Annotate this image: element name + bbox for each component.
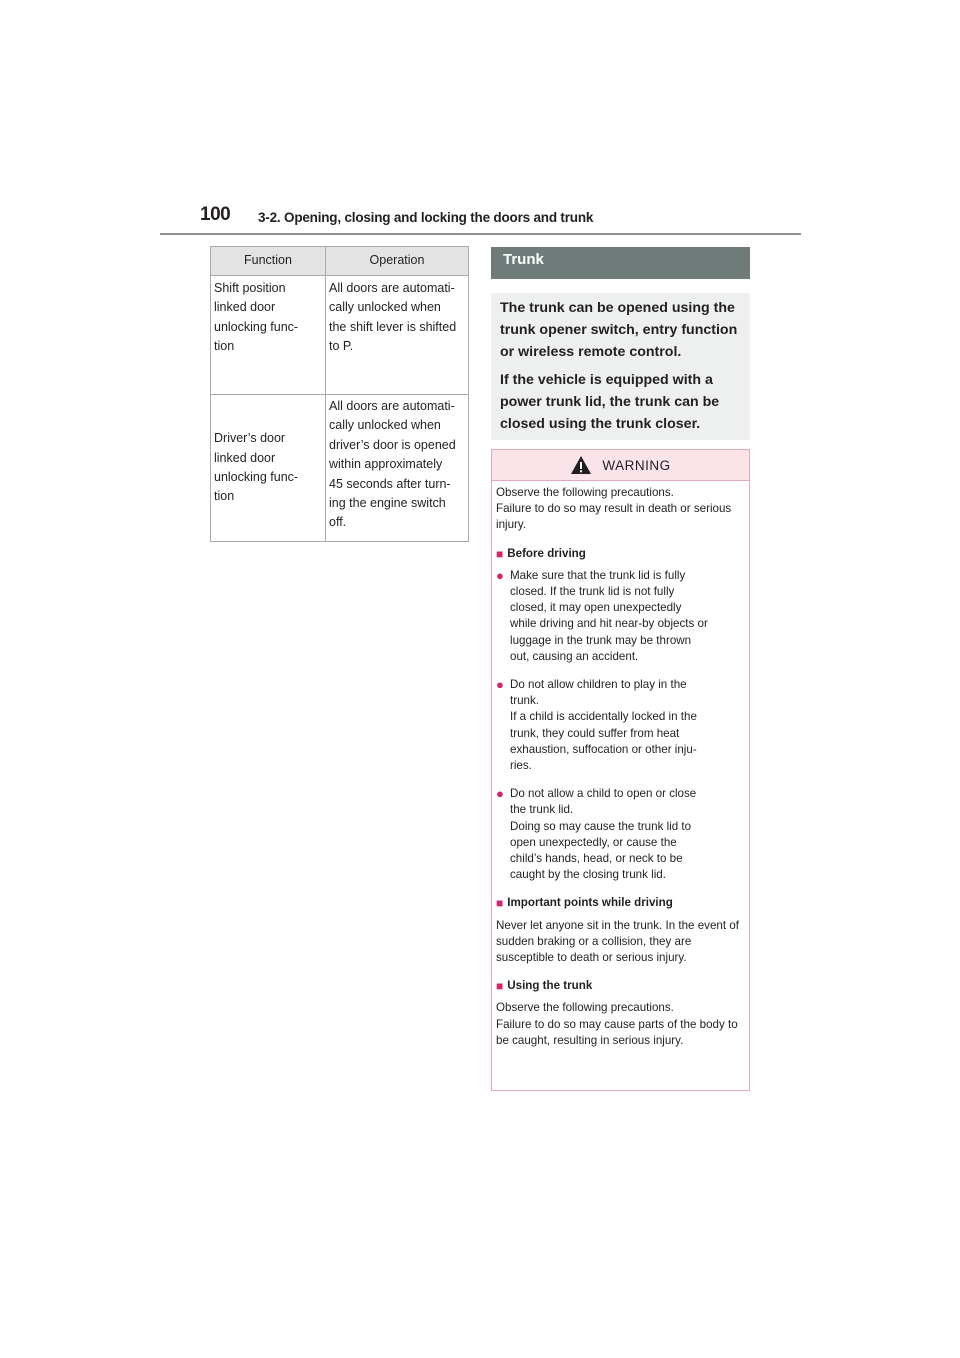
list-item <box>496 677 741 774</box>
list-item <box>496 786 741 883</box>
warning-box <box>491 449 750 1091</box>
list-item-text: Do not allow a child to open or close the trunk lid. Doing so may cause the trunk lid to open unexpectedly, or cause the child’s hands, head, or neck to be caught by the closing trunk lid. <box>510 787 697 882</box>
warning-body <box>492 481 749 1049</box>
table-row <box>211 276 469 395</box>
table-header-function: Function <box>211 247 326 276</box>
list-item <box>496 568 741 665</box>
trunk-heading: Trunk <box>491 247 750 279</box>
function-table <box>210 246 469 542</box>
square-bullet-icon: ■ <box>496 896 504 911</box>
table-header-operation: Operation <box>326 247 469 276</box>
trunk-intro-paragraph: If the vehicle is equipped with a power trunk lid, the trunk can be closed using the trunk closer. <box>500 372 720 432</box>
table-cell-operation <box>326 395 469 542</box>
cell-text: Shift position linked door unlocking func- tion <box>214 281 299 354</box>
table-header-row <box>211 247 469 276</box>
warning-subheading <box>496 546 741 562</box>
circle-bullet-icon: ● <box>496 786 504 802</box>
circle-bullet-icon: ● <box>496 677 504 693</box>
square-bullet-icon: ■ <box>496 546 504 561</box>
trunk-intro-paragraph: The trunk can be opened using the trunk opener switch, entry function or wireless remote control. <box>500 300 738 360</box>
table-cell-operation <box>326 276 469 395</box>
page-number: 100 <box>200 204 231 225</box>
subheading-text: Important points while driving <box>507 896 673 910</box>
list-item-text: Make sure that the trunk lid is fully closed. If the trunk lid is not fully closed, it may open unexpectedly while driving and hit near-by objects or luggage in the trunk may be thrown out, causing an accident. <box>510 568 708 663</box>
subheading-text: Before driving <box>507 546 586 560</box>
trunk-intro-box <box>491 293 750 440</box>
header-rule <box>160 233 801 235</box>
warning-subheading <box>496 978 741 994</box>
table-cell-function <box>211 276 326 395</box>
warning-title-bar <box>492 450 749 481</box>
warning-intro: Observe the following precautions. Failure to do so may result in death or serious injury. <box>496 486 732 532</box>
cell-text: All doors are automati- cally unlocked when the shift lever is shifted to P. <box>329 281 457 354</box>
table-cell-function <box>211 395 326 542</box>
warning-subheading <box>496 895 741 911</box>
section-title: 3-2. Opening, closing and locking the doors and trunk <box>258 210 594 225</box>
warning-paragraph: Never let anyone sit in the trunk. In the event of sudden braking or a collision, they are susceptible to death or serious injury. <box>496 918 739 965</box>
warning-triangle-icon <box>570 455 592 475</box>
cell-text: All doors are automati- cally unlocked when driver’s door is opened within approximately 45 seconds after turn- ing the engine switch off. <box>329 399 456 530</box>
circle-bullet-icon: ● <box>496 567 504 583</box>
list-item-text: Do not allow children to play in the trunk. If a child is accidentally locked in the trunk, they could suffer from heat exhaustion, suffocation or other inju- ries. <box>510 678 697 773</box>
warning-title: WARNING <box>602 457 671 473</box>
cell-text: Driver’s door linked door unlocking func- tion <box>214 431 299 504</box>
warning-paragraph: Observe the following precautions. Failure to do so may cause parts of the body to be caught, resulting in serious injury. <box>496 1001 738 1047</box>
subheading-text: Using the trunk <box>507 979 593 993</box>
table-row <box>211 395 469 542</box>
square-bullet-icon: ■ <box>496 979 504 994</box>
